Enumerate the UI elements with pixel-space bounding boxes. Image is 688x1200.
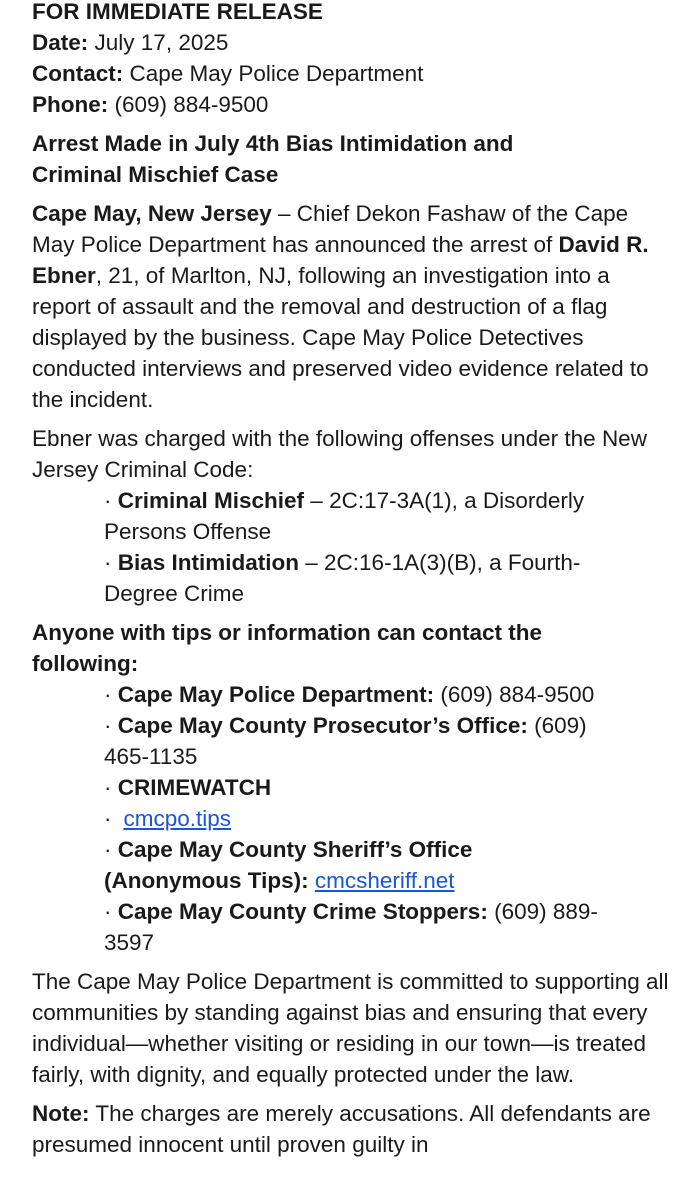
tip-item-prosecutor: · Cape May County Prosecutor’s Office: (609) 465-1135 [104, 713, 587, 769]
headline: Arrest Made in July 4th Bias Intimidation and Criminal Mischief Case [32, 131, 514, 187]
release-date: Date: July 17, 2025 [32, 30, 229, 55]
cmcpo-link[interactable]: cmcpo.tips [123, 806, 232, 831]
charges-intro: Ebner was charged with the following offenses under the New Jersey Criminal Code: [32, 426, 647, 482]
suspect-name: David R. Ebner [32, 232, 649, 288]
tip-item-cmpd: · Cape May Police Department: (609) 884-9500 [104, 682, 595, 707]
note-paragraph: Note: The charges are merely accusations. All defendants are presumed innocent until proven guilty in [32, 1101, 651, 1157]
tip-item-cmcpo: · cmcpo.tips [104, 806, 232, 831]
commitment-paragraph: The Cape May Police Department is committed to supporting all communities by standing against bias and ensuring that every individual—whether visiting or residing in our town—is treated fairly, with dignity, and equally protected under the law. [32, 969, 669, 1087]
charge-item-bias-intimidation: · Bias Intimidation – 2C:16-1A(3)(B), a Fourth- Degree Crime [104, 550, 581, 606]
release-phone: Phone: (609) 884-9500 [32, 92, 269, 117]
tip-item-crimewatch: · CRIMEWATCH [104, 775, 272, 800]
charge-item-criminal-mischief: · Criminal Mischief – 2C:17-3A(1), a Disorderly Persons Offense [104, 488, 585, 544]
cmcsheriff-link[interactable]: cmcsheriff.net [314, 868, 455, 893]
tip-item-crime-stoppers: · Cape May County Crime Stoppers: (609) 889- 3597 [104, 899, 598, 955]
release-contact: Contact: Cape May Police Department [32, 61, 424, 86]
location: Cape May, New Jersey [32, 201, 272, 226]
release-header: FOR IMMEDIATE RELEASE [32, 0, 323, 24]
tip-item-sheriff: · Cape May County Sheriff’s Office (Anonymous Tips): cmcsheriff.net [104, 837, 473, 893]
press-release [32, 0, 672, 1160]
intro-paragraph: Cape May, New Jersey – Chief Dekon Fashaw of the Cape May Police Department has announced the arrest of David R. Ebner, 21, of Marlton, NJ, following an investigation into a report of assault and the removal and destruction of a flag displayed by the business. Cape May Police Detectives conducted interviews and preserved video evidence related to the incident. [32, 201, 649, 412]
tips-heading: Anyone with tips or information can contact the following: [32, 620, 543, 676]
